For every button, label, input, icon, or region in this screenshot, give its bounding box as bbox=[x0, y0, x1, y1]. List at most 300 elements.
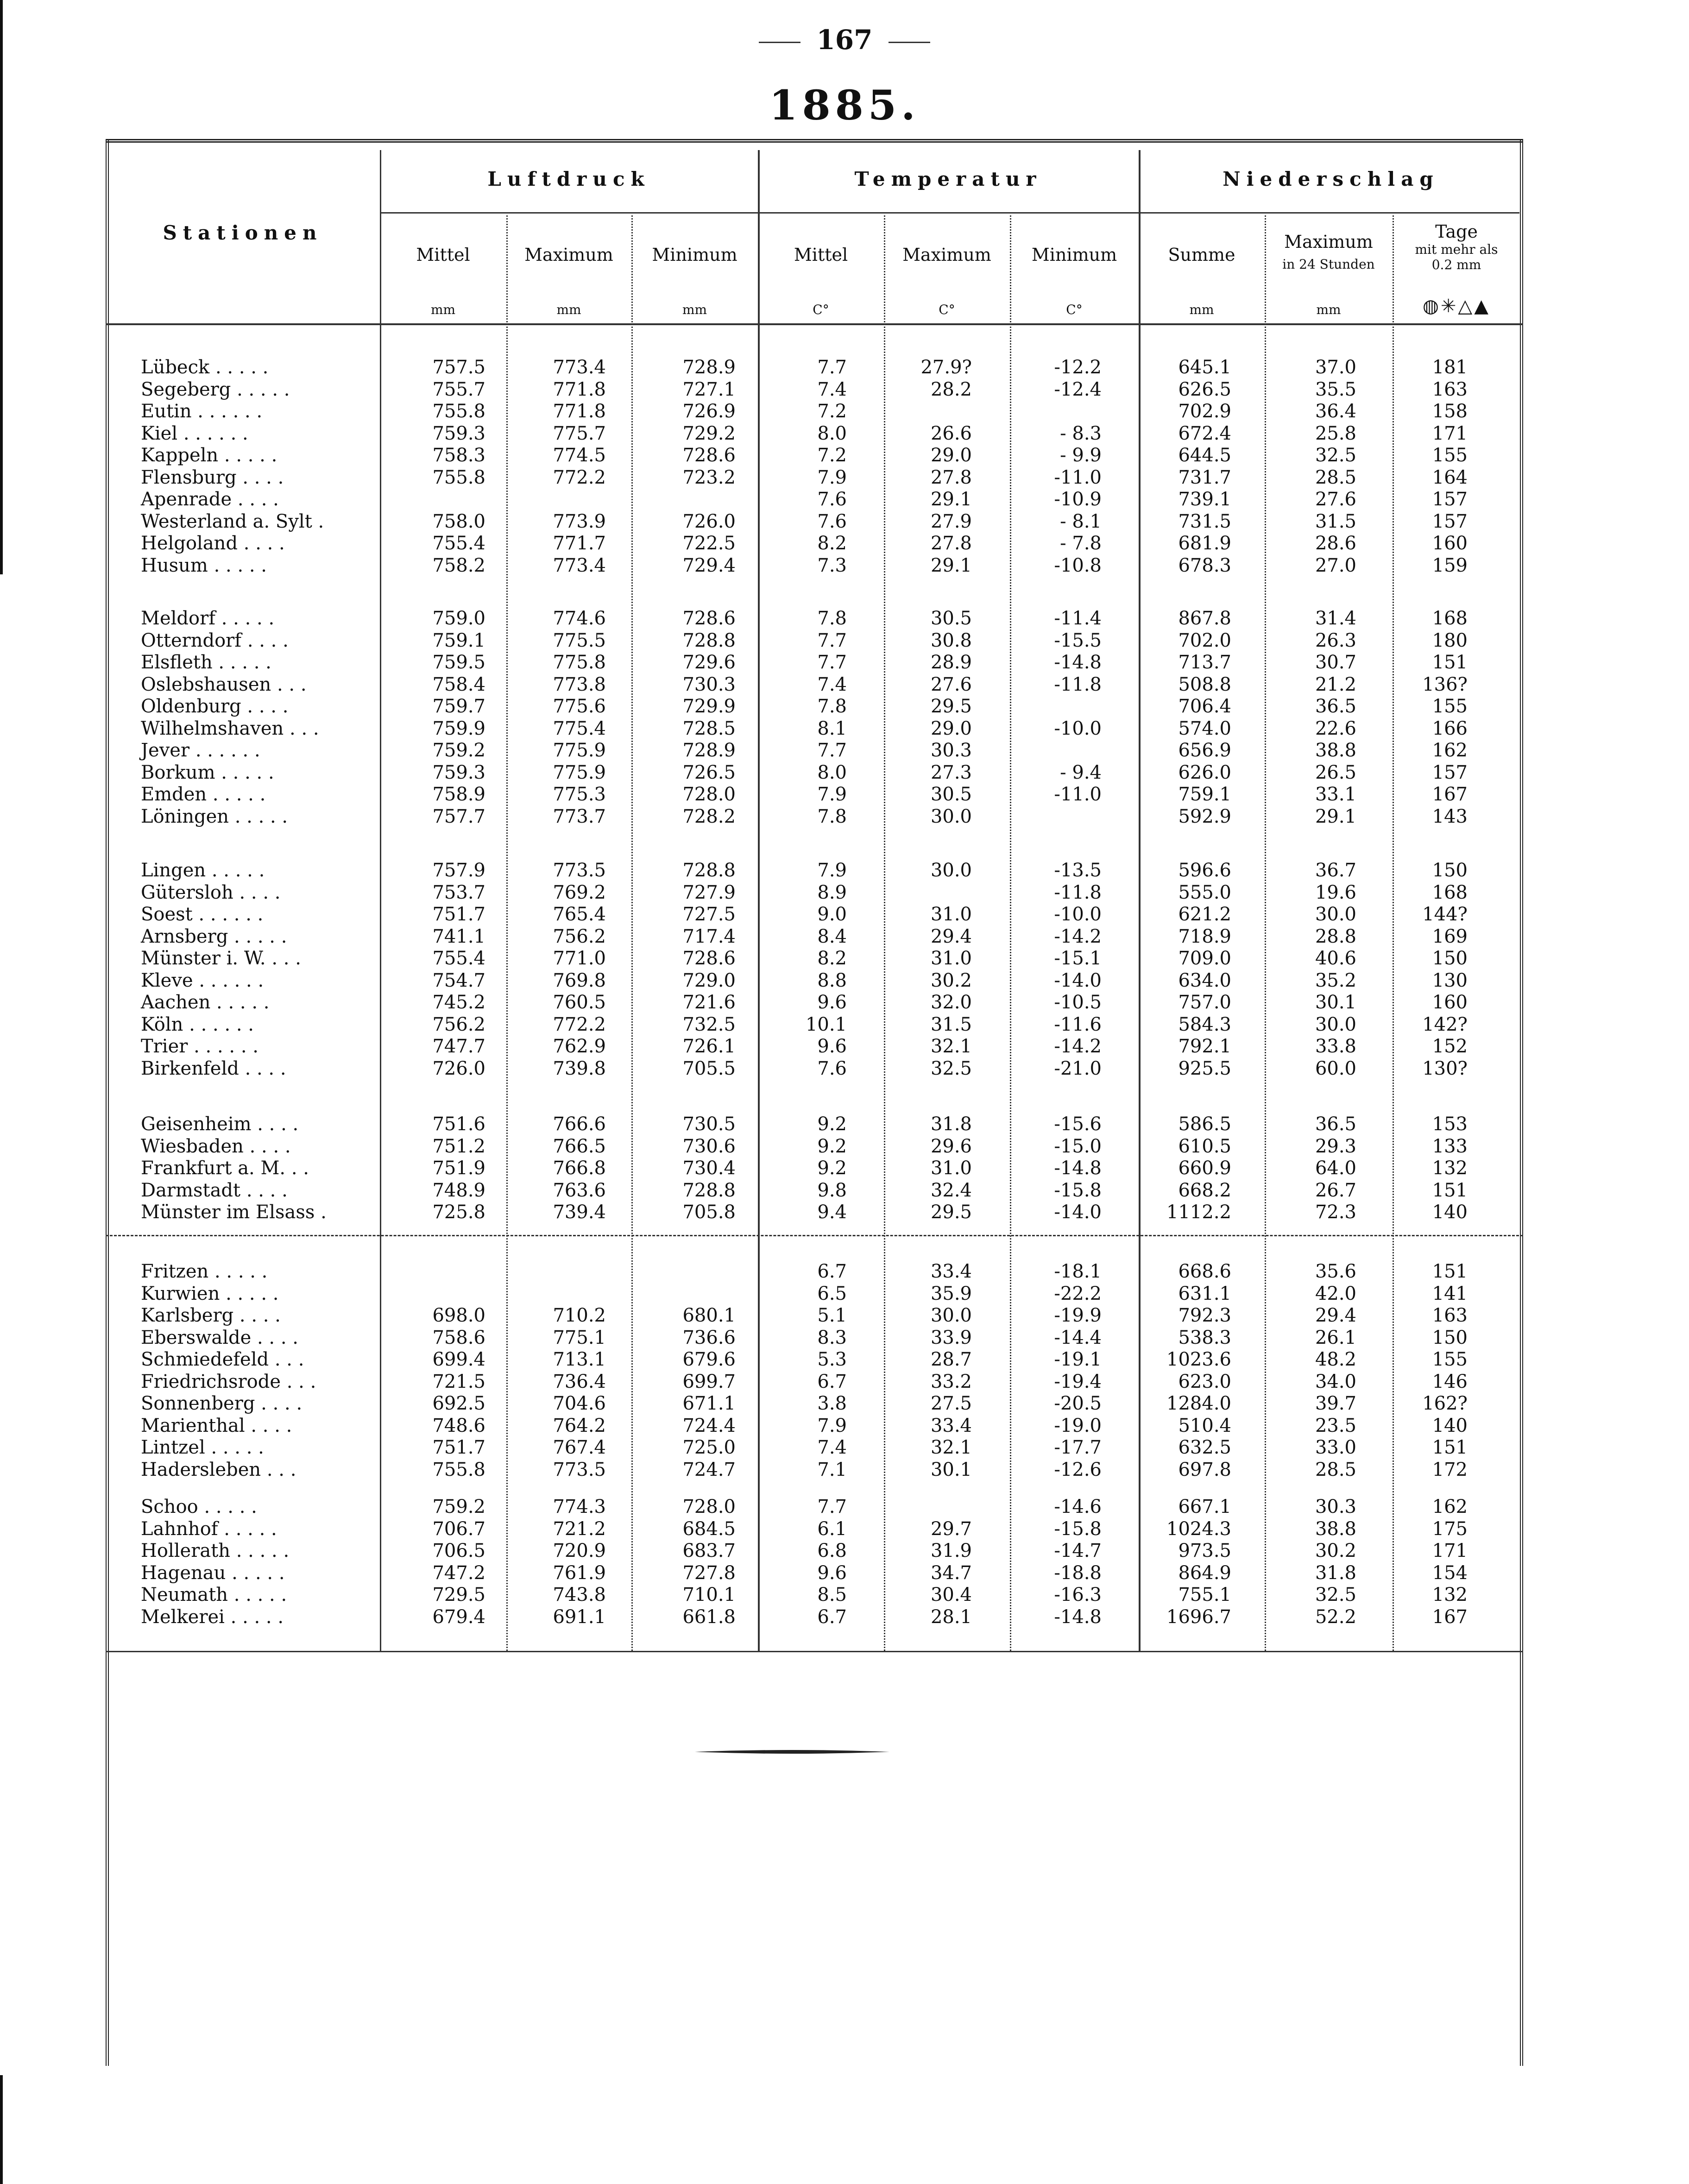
cell-nx: 64.0 bbox=[1315, 1158, 1356, 1179]
cell-lm: 759.7 bbox=[432, 696, 485, 717]
cell-lx: 713.1 bbox=[553, 1349, 606, 1370]
station-name: Gütersloh . . . . bbox=[141, 881, 281, 903]
cell-tx: 30.2 bbox=[930, 969, 972, 991]
cell-tn: -19.9 bbox=[1054, 1305, 1102, 1326]
cell-tm: 8.0 bbox=[817, 422, 847, 444]
cell-tx: 30.4 bbox=[930, 1584, 972, 1605]
cell-nx: 28.6 bbox=[1315, 533, 1356, 554]
cell-tm: 7.6 bbox=[817, 1057, 847, 1079]
cell-ns: 1112.2 bbox=[1166, 1202, 1231, 1223]
cell-lx: 736.4 bbox=[553, 1371, 606, 1392]
cell-lm: 758.2 bbox=[432, 554, 485, 576]
cell-tx: 31.0 bbox=[930, 1158, 972, 1179]
cell-tx: 29.0 bbox=[930, 718, 972, 739]
cell-ln: 728.0 bbox=[682, 1496, 736, 1517]
cell-nt: 168 bbox=[1432, 608, 1468, 629]
cell-lm: 758.6 bbox=[432, 1327, 485, 1348]
cell-tx: 31.9 bbox=[930, 1540, 972, 1561]
cell-ns: 586.5 bbox=[1178, 1114, 1231, 1135]
cell-ns: 610.5 bbox=[1178, 1135, 1231, 1157]
cell-tn: -10.9 bbox=[1054, 489, 1102, 510]
cell-lm: 729.5 bbox=[432, 1584, 485, 1605]
cell-lx: 775.6 bbox=[553, 696, 606, 717]
cell-tn: -14.7 bbox=[1054, 1540, 1102, 1561]
cell-nx: 38.8 bbox=[1315, 740, 1356, 761]
cell-ns: 626.0 bbox=[1178, 762, 1231, 783]
cell-tx: 34.7 bbox=[930, 1562, 972, 1584]
cell-lm: 751.7 bbox=[432, 904, 485, 925]
station-name: Lahnhof . . . . . bbox=[141, 1518, 277, 1540]
station-name: Kiel . . . . . . bbox=[141, 422, 248, 444]
cell-nt: 158 bbox=[1432, 401, 1468, 422]
station-name: Karlsberg . . . . bbox=[141, 1305, 281, 1326]
cell-ln: 729.6 bbox=[682, 652, 736, 673]
cell-ln: 726.5 bbox=[682, 762, 736, 783]
station-name: Kurwien . . . . . bbox=[141, 1283, 279, 1304]
cell-tm: 8.8 bbox=[817, 969, 847, 991]
cell-lx: 773.4 bbox=[553, 554, 606, 576]
cell-tm: 7.2 bbox=[817, 401, 847, 422]
station-name: Neumath . . . . . bbox=[141, 1584, 287, 1605]
cell-ln: 705.5 bbox=[682, 1057, 736, 1079]
header-stationen: Stationen bbox=[163, 221, 323, 244]
cell-tx: 31.5 bbox=[930, 1013, 972, 1035]
bottom-rule bbox=[106, 1651, 1523, 1652]
cell-ln: 680.1 bbox=[682, 1305, 736, 1326]
cell-nx: 23.5 bbox=[1315, 1415, 1356, 1436]
cell-tm: 6.5 bbox=[817, 1283, 847, 1304]
station-name: Jever . . . . . . bbox=[141, 740, 260, 761]
cell-tx: 27.5 bbox=[930, 1393, 972, 1414]
cell-ln: 728.6 bbox=[682, 608, 736, 629]
cell-nx: 27.6 bbox=[1315, 489, 1356, 510]
station-name: Darmstadt . . . . bbox=[141, 1179, 288, 1201]
cell-nt: 133 bbox=[1432, 1135, 1468, 1157]
cell-tn: -17.7 bbox=[1054, 1437, 1102, 1458]
cell-lx: 775.9 bbox=[553, 762, 606, 783]
cell-nx: 60.0 bbox=[1315, 1057, 1356, 1079]
cell-ln: 728.0 bbox=[682, 784, 736, 805]
header-max24-line1: Maximum bbox=[1284, 232, 1373, 252]
cell-lm: 758.3 bbox=[432, 445, 485, 466]
station-name: Sonnenberg . . . . bbox=[141, 1393, 303, 1414]
station-name: Frankfurt a. M. . . bbox=[141, 1158, 309, 1179]
cell-tm: 7.4 bbox=[817, 673, 847, 695]
cell-tn: -14.8 bbox=[1054, 1158, 1102, 1179]
cell-nt: 169 bbox=[1432, 925, 1468, 947]
cell-lm: 706.7 bbox=[432, 1518, 485, 1540]
cell-tm: 7.7 bbox=[817, 629, 847, 651]
cell-ns: 702.9 bbox=[1178, 401, 1231, 422]
station-name: Borkum . . . . . bbox=[141, 762, 274, 783]
station-name: Kappeln . . . . . bbox=[141, 445, 277, 466]
cell-lx: 762.9 bbox=[553, 1036, 606, 1057]
cell-tn: -11.0 bbox=[1054, 466, 1102, 488]
cell-tm: 7.4 bbox=[817, 1437, 847, 1458]
cell-tn: -15.0 bbox=[1054, 1135, 1102, 1157]
cell-nx: 28.5 bbox=[1315, 466, 1356, 488]
cell-ln: 730.3 bbox=[682, 673, 736, 695]
cell-ln: 728.9 bbox=[682, 357, 736, 378]
cell-ns: 702.0 bbox=[1178, 629, 1231, 651]
page-number-line bbox=[0, 24, 1689, 56]
header-nieder-tage bbox=[1393, 221, 1520, 272]
cell-tm: 9.0 bbox=[817, 904, 847, 925]
cell-lm: 755.4 bbox=[432, 948, 485, 969]
cell-lm: 754.7 bbox=[432, 969, 485, 991]
cell-tm: 3.8 bbox=[817, 1393, 847, 1414]
cell-nx: 32.5 bbox=[1315, 445, 1356, 466]
station-name: Marienthal . . . . bbox=[141, 1415, 292, 1436]
cell-ns: 759.1 bbox=[1178, 784, 1231, 805]
cell-lx: 774.5 bbox=[553, 445, 606, 466]
dash-left bbox=[759, 42, 800, 43]
cell-nt: 154 bbox=[1432, 1562, 1468, 1584]
cell-ns: 706.4 bbox=[1178, 696, 1231, 717]
cell-lx: 769.8 bbox=[553, 969, 606, 991]
cell-lx: 720.9 bbox=[553, 1540, 606, 1561]
cell-tx: 31.0 bbox=[930, 948, 972, 969]
station-name: Köln . . . . . . bbox=[141, 1013, 254, 1035]
cell-lx: 766.8 bbox=[553, 1158, 606, 1179]
cell-lm: 758.4 bbox=[432, 673, 485, 695]
cell-nx: 31.8 bbox=[1315, 1562, 1356, 1584]
cell-lx: 773.7 bbox=[553, 806, 606, 827]
cell-nx: 35.5 bbox=[1315, 378, 1356, 400]
cell-ln: 710.1 bbox=[682, 1584, 736, 1605]
cell-ns: 1284.0 bbox=[1166, 1393, 1231, 1414]
cell-ns: 864.9 bbox=[1178, 1562, 1231, 1584]
cell-lm: 759.2 bbox=[432, 740, 485, 761]
cell-nx: 26.7 bbox=[1315, 1179, 1356, 1201]
cell-nx: 37.0 bbox=[1315, 357, 1356, 378]
cell-lm: 747.7 bbox=[432, 1036, 485, 1057]
cell-lm: 753.7 bbox=[432, 881, 485, 903]
cell-ns: 1696.7 bbox=[1166, 1606, 1231, 1628]
cell-ns: 739.1 bbox=[1178, 489, 1231, 510]
cell-nx: 22.6 bbox=[1315, 718, 1356, 739]
table-left-rule bbox=[106, 139, 109, 2066]
unit-luft-min: mm bbox=[682, 302, 707, 317]
cell-tn: -11.4 bbox=[1054, 608, 1102, 629]
cell-lx: 774.3 bbox=[553, 1496, 606, 1517]
cell-lm: 741.1 bbox=[432, 925, 485, 947]
station-name: Wiesbaden . . . . bbox=[141, 1135, 291, 1157]
header-nieder-summe: Summe bbox=[1168, 245, 1235, 265]
cell-tn: -10.0 bbox=[1054, 718, 1102, 739]
cell-lx: 772.2 bbox=[553, 466, 606, 488]
station-name: Friedrichsrode . . . bbox=[141, 1371, 316, 1392]
cell-tn: -19.1 bbox=[1054, 1349, 1102, 1370]
cell-tn: -12.6 bbox=[1054, 1459, 1102, 1480]
cell-ln: 727.1 bbox=[682, 378, 736, 400]
col-divider-stations bbox=[380, 150, 381, 1651]
cell-tm: 9.8 bbox=[817, 1179, 847, 1201]
cell-tx: 31.0 bbox=[930, 904, 972, 925]
cell-nt: 172 bbox=[1432, 1459, 1468, 1480]
cell-ln: 726.1 bbox=[682, 1036, 736, 1057]
cell-nx: 28.8 bbox=[1315, 925, 1356, 947]
cell-tn: -14.0 bbox=[1054, 969, 1102, 991]
cell-tx: 29.0 bbox=[930, 445, 972, 466]
header-temp-min: Minimum bbox=[1031, 245, 1117, 265]
cell-tn: -11.8 bbox=[1054, 881, 1102, 903]
cell-ns: 596.6 bbox=[1178, 860, 1231, 881]
header-tage-line1: Tage bbox=[1435, 221, 1478, 242]
cell-nt: 132 bbox=[1432, 1158, 1468, 1179]
cell-tn: -14.2 bbox=[1054, 925, 1102, 947]
cell-lm: 759.5 bbox=[432, 652, 485, 673]
cell-lm: 758.0 bbox=[432, 510, 485, 532]
cell-nx: 72.3 bbox=[1315, 1202, 1356, 1223]
cell-lm: 698.0 bbox=[432, 1305, 485, 1326]
cell-tn: - 8.3 bbox=[1060, 422, 1102, 444]
cell-lm: 756.2 bbox=[432, 1013, 485, 1035]
station-name: Emden . . . . . bbox=[141, 784, 266, 805]
cell-lm: 759.0 bbox=[432, 608, 485, 629]
cell-nt: 151 bbox=[1432, 1179, 1468, 1201]
cell-nt: 151 bbox=[1432, 1261, 1468, 1282]
cell-lx: 760.5 bbox=[553, 992, 606, 1013]
cell-lx: 765.4 bbox=[553, 904, 606, 925]
station-name: Apenrade . . . . bbox=[141, 489, 279, 510]
cell-tm: 8.2 bbox=[817, 533, 847, 554]
cell-tx: 29.5 bbox=[930, 1202, 972, 1223]
cell-ln: 728.2 bbox=[682, 806, 736, 827]
cell-nt: 157 bbox=[1432, 762, 1468, 783]
cell-nt: 175 bbox=[1432, 1518, 1468, 1540]
cell-nt: 162 bbox=[1432, 1496, 1468, 1517]
station-name: Aachen . . . . . bbox=[141, 992, 270, 1013]
cell-nx: 26.1 bbox=[1315, 1327, 1356, 1348]
cell-ln: 721.6 bbox=[682, 992, 736, 1013]
cell-ln: 728.6 bbox=[682, 445, 736, 466]
cell-lm: 751.7 bbox=[432, 1437, 485, 1458]
cell-tm: 5.1 bbox=[817, 1305, 847, 1326]
cell-tm: 6.8 bbox=[817, 1540, 847, 1561]
cell-lx: 775.1 bbox=[553, 1327, 606, 1348]
station-name: Oldenburg . . . . bbox=[141, 696, 289, 717]
cell-ln: 699.7 bbox=[682, 1371, 736, 1392]
station-name: Helgoland . . . . bbox=[141, 533, 285, 554]
station-name: Hollerath . . . . . bbox=[141, 1540, 290, 1561]
cell-lm: 755.8 bbox=[432, 401, 485, 422]
station-name: Oslebshausen . . . bbox=[141, 673, 307, 695]
cell-lm: 759.3 bbox=[432, 422, 485, 444]
cell-ln: 722.5 bbox=[682, 533, 736, 554]
unit-temp-mittel: C° bbox=[813, 302, 829, 317]
cell-lx: 775.9 bbox=[553, 740, 606, 761]
cell-ns: 709.0 bbox=[1178, 948, 1231, 969]
header-tage-line2: mit mehr als bbox=[1415, 242, 1498, 257]
cell-tn: -18.1 bbox=[1054, 1261, 1102, 1282]
cell-lm: 757.9 bbox=[432, 860, 485, 881]
cell-tn: -14.8 bbox=[1054, 652, 1102, 673]
cell-nt: 130 bbox=[1432, 969, 1468, 991]
cell-ns: 632.5 bbox=[1178, 1437, 1231, 1458]
cell-nt: 152 bbox=[1432, 1036, 1468, 1057]
cell-lx: 775.3 bbox=[553, 784, 606, 805]
cell-nx: 30.1 bbox=[1315, 992, 1356, 1013]
cell-nx: 30.0 bbox=[1315, 1013, 1356, 1035]
cell-lx: 775.5 bbox=[553, 629, 606, 651]
cell-nt: 167 bbox=[1432, 784, 1468, 805]
station-name: Fritzen . . . . . bbox=[141, 1261, 268, 1282]
cell-ns: 973.5 bbox=[1178, 1540, 1231, 1561]
cell-ln: 679.6 bbox=[682, 1349, 736, 1370]
station-name: Schmiedefeld . . . bbox=[141, 1349, 304, 1370]
cell-ns: 713.7 bbox=[1178, 652, 1231, 673]
cell-nx: 19.6 bbox=[1315, 881, 1356, 903]
cell-tx: 30.5 bbox=[930, 608, 972, 629]
cell-ln: 736.6 bbox=[682, 1327, 736, 1348]
cell-tx: 28.9 bbox=[930, 652, 972, 673]
cell-nt: 150 bbox=[1432, 948, 1468, 969]
cell-tx: 29.1 bbox=[930, 554, 972, 576]
cell-tx: 26.6 bbox=[930, 422, 972, 444]
cell-ln: 728.8 bbox=[682, 629, 736, 651]
cell-nt: 136? bbox=[1422, 673, 1468, 695]
cell-ns: 634.0 bbox=[1178, 969, 1231, 991]
station-name: Geisenheim . . . . bbox=[141, 1114, 299, 1135]
cell-nx: 26.5 bbox=[1315, 762, 1356, 783]
cell-tx: 27.8 bbox=[930, 466, 972, 488]
table-top-rule bbox=[106, 139, 1523, 143]
station-name: Elsfleth . . . . . bbox=[141, 652, 271, 673]
cell-tn: -11.8 bbox=[1054, 673, 1102, 695]
cell-tx: 30.5 bbox=[930, 784, 972, 805]
cell-ln: 671.1 bbox=[682, 1393, 736, 1414]
cell-tn: -21.0 bbox=[1054, 1057, 1102, 1079]
cell-lm: 699.4 bbox=[432, 1349, 485, 1370]
cell-ln: 705.8 bbox=[682, 1202, 736, 1223]
cell-nx: 30.2 bbox=[1315, 1540, 1356, 1561]
cell-nx: 33.0 bbox=[1315, 1437, 1356, 1458]
cell-tm: 7.9 bbox=[817, 860, 847, 881]
cell-ln: 726.0 bbox=[682, 510, 736, 532]
unit-temp-min: C° bbox=[1066, 302, 1083, 317]
table-frame bbox=[106, 139, 1523, 2066]
station-name: Lintzel . . . . . bbox=[141, 1437, 264, 1458]
cell-lm: 755.7 bbox=[432, 378, 485, 400]
header-luft-min: Minimum bbox=[652, 245, 737, 265]
cell-ln: 728.8 bbox=[682, 1179, 736, 1201]
station-name: Meldorf . . . . . bbox=[141, 608, 275, 629]
cell-nx: 26.3 bbox=[1315, 629, 1356, 651]
cell-lx: 773.5 bbox=[553, 860, 606, 881]
cell-ln: 729.4 bbox=[682, 554, 736, 576]
unit-temp-max: C° bbox=[939, 302, 955, 317]
cell-tm: 9.2 bbox=[817, 1114, 847, 1135]
cell-nt: 180 bbox=[1432, 629, 1468, 651]
cell-ns: 678.3 bbox=[1178, 554, 1231, 576]
cell-nt: 155 bbox=[1432, 445, 1468, 466]
cell-nt: 162 bbox=[1432, 740, 1468, 761]
cell-lm: 759.2 bbox=[432, 1496, 485, 1517]
cell-tx: 32.0 bbox=[930, 992, 972, 1013]
cell-ns: 1023.6 bbox=[1166, 1349, 1231, 1370]
cell-tn: -15.8 bbox=[1054, 1179, 1102, 1201]
cell-nx: 36.5 bbox=[1315, 1114, 1356, 1135]
cell-lm: 759.9 bbox=[432, 718, 485, 739]
cell-ns: 660.9 bbox=[1178, 1158, 1231, 1179]
cell-nt: 166 bbox=[1432, 718, 1468, 739]
cell-lx: 710.2 bbox=[553, 1305, 606, 1326]
cell-nt: 163 bbox=[1432, 1305, 1468, 1326]
cell-ns: 792.1 bbox=[1178, 1036, 1231, 1057]
cell-tn: -15.5 bbox=[1054, 629, 1102, 651]
cell-ln: 730.4 bbox=[682, 1158, 736, 1179]
cell-nx: 25.8 bbox=[1315, 422, 1356, 444]
cell-ln: 724.4 bbox=[682, 1415, 736, 1436]
cell-tx: 33.4 bbox=[930, 1261, 972, 1282]
header-niederschlag: Niederschlag bbox=[1223, 168, 1439, 190]
cell-ln: 684.5 bbox=[682, 1518, 736, 1540]
cell-tn: -10.8 bbox=[1054, 554, 1102, 576]
cell-nx: 36.5 bbox=[1315, 696, 1356, 717]
cell-ns: 731.5 bbox=[1178, 510, 1231, 532]
closing-ornament bbox=[695, 1750, 889, 1754]
cell-nt: 171 bbox=[1432, 1540, 1468, 1561]
cell-ln: 730.5 bbox=[682, 1114, 736, 1135]
cell-lx: 771.8 bbox=[553, 401, 606, 422]
cell-nx: 34.0 bbox=[1315, 1371, 1356, 1392]
cell-tm: 7.9 bbox=[817, 466, 847, 488]
cell-tx: 30.0 bbox=[930, 860, 972, 881]
cell-nt: 160 bbox=[1432, 533, 1468, 554]
cell-lm: 758.9 bbox=[432, 784, 485, 805]
station-name: Löningen . . . . . bbox=[141, 806, 288, 827]
cell-lx: 756.2 bbox=[553, 925, 606, 947]
cell-tm: 9.6 bbox=[817, 1562, 847, 1584]
cell-lx: 775.8 bbox=[553, 652, 606, 673]
cell-nx: 27.0 bbox=[1315, 554, 1356, 576]
cell-lm: 759.3 bbox=[432, 762, 485, 783]
station-name: Münster im Elsass . bbox=[141, 1202, 327, 1223]
cell-ln: 729.9 bbox=[682, 696, 736, 717]
tage-symbols-icon: ◍✳△▲ bbox=[1423, 296, 1490, 317]
cell-tx: 33.2 bbox=[930, 1371, 972, 1392]
cell-ln: 723.2 bbox=[682, 466, 736, 488]
cell-nt: 167 bbox=[1432, 1606, 1468, 1628]
station-name: Arnsberg . . . . . bbox=[141, 925, 287, 947]
station-name: Husum . . . . . bbox=[141, 554, 267, 576]
cell-ns: 584.3 bbox=[1178, 1013, 1231, 1035]
cell-lm: 726.0 bbox=[432, 1057, 485, 1079]
cell-tx: 29.7 bbox=[930, 1518, 972, 1540]
cell-tn: -10.0 bbox=[1054, 904, 1102, 925]
cell-lx: 739.4 bbox=[553, 1202, 606, 1223]
cell-tn: -15.1 bbox=[1054, 948, 1102, 969]
cell-lx: 775.4 bbox=[553, 718, 606, 739]
cell-nt: 130? bbox=[1422, 1057, 1468, 1079]
cell-nt: 162? bbox=[1422, 1393, 1468, 1414]
cell-nt: 140 bbox=[1432, 1202, 1468, 1223]
cell-tn: -19.0 bbox=[1054, 1415, 1102, 1436]
cell-ns: 555.0 bbox=[1178, 881, 1231, 903]
header-bottom-rule bbox=[106, 323, 1523, 325]
cell-nt: 144? bbox=[1422, 904, 1468, 925]
cell-tx: 32.4 bbox=[930, 1179, 972, 1201]
station-name: Hagenau . . . . . bbox=[141, 1562, 285, 1584]
cell-tx: 31.8 bbox=[930, 1114, 972, 1135]
cell-nx: 30.3 bbox=[1315, 1496, 1356, 1517]
cell-tm: 8.3 bbox=[817, 1327, 847, 1348]
cell-lx: 767.4 bbox=[553, 1437, 606, 1458]
cell-ns: 508.8 bbox=[1178, 673, 1231, 695]
header-max24-line2: in 24 Stunden bbox=[1282, 257, 1375, 272]
cell-tm: 7.8 bbox=[817, 696, 847, 717]
